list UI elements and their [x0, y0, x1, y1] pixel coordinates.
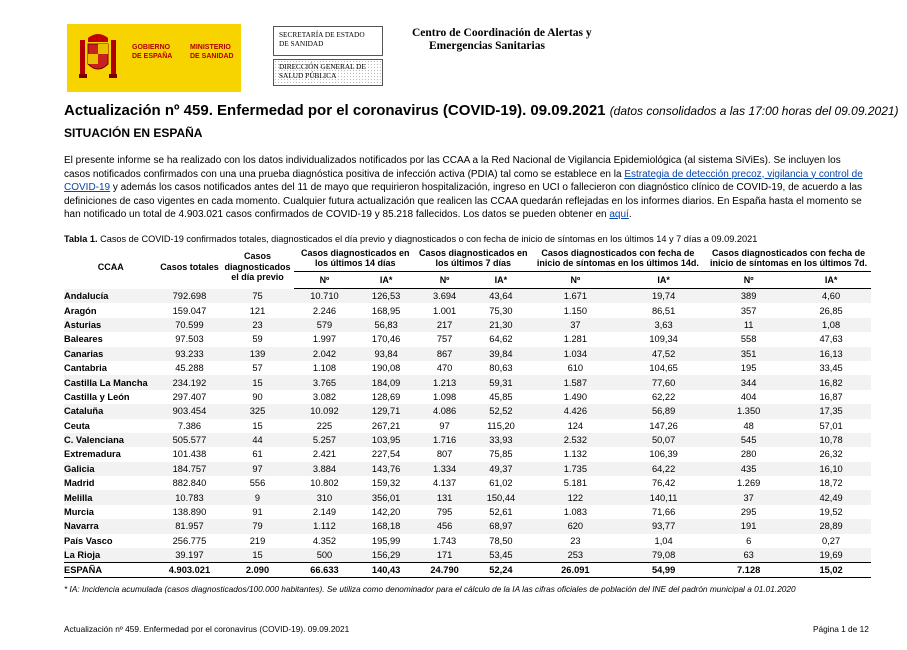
header-prev-day: Casos diagnosticados el día previo — [224, 251, 291, 282]
table-cell: 1.083 — [563, 507, 587, 518]
table-cell: 28,89 — [791, 519, 871, 533]
table-cell: 61,02 — [489, 478, 513, 489]
total-cell: 140,43 — [355, 563, 417, 578]
table-cell: 33,93 — [472, 433, 529, 447]
table-cell: 1.735 — [530, 462, 621, 476]
table-row — [64, 476, 871, 490]
table-cell: 97 — [221, 462, 293, 476]
table-cell: 170,46 — [371, 334, 401, 345]
table-cell: 75,30 — [489, 305, 513, 316]
page-footer: Actualización nº 459. Enfermedad por el coronavirus (COVID-19). 09.09.2021 — [64, 624, 350, 634]
total-cell: 24.790 — [417, 563, 472, 578]
table-cell: 16,10 — [791, 462, 871, 476]
table-cell: 37 — [530, 318, 621, 332]
table-cell: 15 — [221, 548, 293, 563]
total-cell: 66.633 — [294, 563, 356, 578]
table-row — [64, 519, 871, 533]
table-cell: 4.352 — [312, 535, 337, 546]
table-cell: 121 — [249, 305, 266, 316]
region-name: Extremadura — [64, 449, 121, 460]
table-cell: 64,22 — [621, 462, 706, 476]
center-title: Centro de Coordinación de Alertas y Emergencias Sanitarias — [412, 27, 592, 52]
table-cell: 91 — [252, 507, 263, 518]
table-cell: 556 — [249, 478, 266, 489]
table-cell: 1.269 — [737, 478, 761, 489]
table-cell: 56,83 — [355, 318, 417, 332]
table-cell: 76,42 — [651, 478, 676, 489]
header-ccaa: CCAA — [97, 261, 124, 272]
table-cell: 280 — [740, 449, 757, 460]
table-row — [64, 318, 871, 332]
table-cell: 171 — [417, 548, 472, 563]
table-cell: 16,82 — [791, 375, 871, 389]
table-cell: 26,85 — [819, 305, 843, 316]
table-cell: 106,39 — [649, 449, 678, 460]
table-cell: 1,04 — [654, 535, 673, 546]
region-name: Madrid — [64, 478, 95, 489]
table-cell: 97.503 — [175, 334, 204, 345]
table-cell: 1.334 — [417, 462, 472, 476]
table-cell: 610 — [567, 363, 584, 374]
section-heading: SITUACIÓN EN ESPAÑA — [64, 126, 203, 140]
table-cell: 234.192 — [158, 375, 222, 389]
table-cell: 10.783 — [158, 490, 222, 504]
table-cell: 11 — [706, 318, 791, 332]
table-row — [64, 347, 871, 361]
table-cell: 195 — [740, 363, 757, 374]
table-cell: 101.438 — [172, 449, 207, 460]
table-row — [64, 433, 871, 447]
region-name: País Vasco — [64, 535, 113, 546]
table-cell: 53,45 — [472, 548, 529, 563]
table-cell: 79,08 — [621, 548, 706, 563]
table-cell: 3.694 — [417, 289, 472, 304]
table-cell: 39.197 — [158, 548, 222, 563]
region-name: Galicia — [64, 462, 158, 476]
table-cell: 159.047 — [172, 305, 207, 316]
table-cell: 195,99 — [371, 535, 401, 546]
region-name: Castilla La Mancha — [64, 375, 158, 389]
header-ia: IA* — [355, 272, 417, 289]
table-cell: 64,62 — [489, 334, 513, 345]
page-title: Actualización nº 459. Enfermedad por el coronavirus (COVID-19). 09.09.2021 (datos consolidados a las 17:00 horas del 09.09.2021) — [64, 102, 899, 119]
table-cell: 16,13 — [791, 347, 871, 361]
table-cell: 2.042 — [294, 347, 356, 361]
total-cell: 4.903.021 — [158, 563, 222, 578]
header-n: Nº — [417, 272, 472, 289]
table-cell: 344 — [706, 375, 791, 389]
table-cell: 190,08 — [371, 363, 401, 374]
table-cell: 45,85 — [489, 391, 513, 402]
table-cell: 75 — [221, 289, 293, 304]
table-cell: 59,31 — [472, 375, 529, 389]
table-row — [64, 361, 871, 375]
table-row — [64, 303, 871, 317]
table-cell: 404 — [740, 391, 757, 402]
table-row — [64, 289, 871, 304]
table-cell: 217 — [417, 318, 472, 332]
table-cell: 93.233 — [158, 347, 222, 361]
table-cell: 310 — [294, 490, 356, 504]
table-row — [64, 375, 871, 389]
table-cell: 71,66 — [651, 507, 676, 518]
government-label: GOBIERNO DE ESPAÑA — [132, 44, 173, 60]
total-row — [64, 563, 871, 578]
table-cell: 505.577 — [158, 433, 222, 447]
region-name: Asturias — [64, 318, 158, 332]
total-cell: 2.090 — [221, 563, 293, 578]
table-cell: 558 — [740, 334, 757, 345]
table-cell: 109,34 — [649, 334, 678, 345]
table-cell: 104,65 — [649, 363, 678, 374]
table-cell: 147,26 — [649, 420, 678, 431]
table-cell: 79 — [221, 519, 293, 533]
strategy-link[interactable]: Estrategia de detección precoz, vigilancia y control de COVID-19 — [64, 168, 863, 193]
table-cell: 227,54 — [371, 449, 401, 460]
table-cell: 1.281 — [563, 334, 587, 345]
total-cell: 26.091 — [530, 563, 621, 578]
intro-paragraph: El presente informe se ha realizado con los datos individualizados notificados por las CCAA a la Red Nacional de Vigilancia Epidemiológica (al sistema SiViEs). Se incluyen los casos notificados confirmados con una una prueba diagnóstica positiva de infección activa (PDIA) tal como se establece en la Estrategia de detección precoz, vigilancia y control de COVID-19 y además los casos notificados antes del 11 de mayo que requirieron hospitalización, ingreso en UCI o fallecieron con diagnóstico clínico de COVID-19, de acuerdo a las definiciones de caso vigentes en cada momento. Cualquier futura actualización que realicen las CCAA quedarán reflejadas en los informes diarios. En España hasta el momento se han notificado un total de 4.903.021 casos confirmados de COVID-19 y 85.218 fallecidos. Los datos se pueden obtener en aquí. — [64, 155, 863, 220]
table-cell: 9 — [221, 490, 293, 504]
table-caption: Tabla 1. Casos de COVID-19 confirmados totales, diagnosticados el día previo y diagnosticados o con fecha de inicio de síntomas en los últimos 14 y 7 días a 09.09.2021 — [64, 234, 758, 244]
table-cell: 44 — [221, 433, 293, 447]
table-cell: 3.884 — [294, 462, 356, 476]
table-cell: 97 — [439, 420, 450, 431]
table-cell: 19,69 — [791, 548, 871, 563]
table-cell: 297.407 — [172, 391, 207, 402]
table-cell: 1.098 — [432, 391, 457, 402]
table-cell: 21,30 — [472, 318, 529, 332]
table-cell: 4.086 — [417, 404, 472, 418]
table-cell: 129,71 — [355, 404, 417, 418]
table-cell: 143,76 — [355, 462, 417, 476]
directorate-box: DIRECCIÓN GENERAL DE SALUD PÚBLICA — [273, 59, 383, 86]
table-cell: 1.001 — [432, 305, 457, 316]
table-cell: 579 — [294, 318, 356, 332]
total-cell: 15,02 — [791, 563, 871, 578]
table-cell: 52,61 — [489, 507, 513, 518]
table-cell: 48 — [743, 420, 754, 431]
region-name: Murcia — [64, 507, 94, 518]
data-link[interactable]: aquí — [609, 209, 629, 220]
region-name: C. Valenciana — [64, 433, 158, 447]
table-cell: 150,44 — [472, 490, 529, 504]
table-cell: 23 — [221, 318, 293, 332]
table-cell: 1.490 — [563, 391, 587, 402]
table-cell: 159,32 — [371, 478, 401, 489]
region-name: Baleares — [64, 334, 103, 345]
table-cell: 103,95 — [355, 433, 417, 447]
table-cell: 500 — [294, 548, 356, 563]
table-cell: 1.034 — [530, 347, 621, 361]
table-cell: 2.246 — [312, 305, 337, 316]
table-cell: 52,52 — [472, 404, 529, 418]
header-total: Casos totales — [160, 261, 219, 272]
table-cell: 456 — [417, 519, 472, 533]
table-row — [64, 548, 871, 563]
table-cell: 77,60 — [621, 375, 706, 389]
secretariat-box: SECRETARÍA DE ESTADO DE SANIDAD — [273, 26, 383, 56]
table-cell: 191 — [706, 519, 791, 533]
page-number: Página 1 de 12 — [813, 624, 869, 634]
table-footnote: * IA: Incidencia acumulada (casos diagnosticados/100.000 habitantes). Se utiliza como denominador para el cálculo de la IA las cifras oficiales de población del INE del padrón municipal a 01.01.2020 — [64, 584, 796, 594]
table-cell: 18,72 — [819, 478, 843, 489]
table-cell: 225 — [316, 420, 333, 431]
table-cell: 124 — [567, 420, 584, 431]
header-group-14d: Casos diagnosticados en los últimos 14 días — [294, 245, 417, 272]
table-cell: 325 — [221, 404, 293, 418]
table-cell: 1.108 — [312, 363, 337, 374]
header-ia: IA* — [621, 272, 706, 289]
table-cell: 1.112 — [294, 519, 356, 533]
table-cell: 19,74 — [621, 289, 706, 304]
table-cell: 351 — [706, 347, 791, 361]
table-cell: 5.257 — [294, 433, 356, 447]
table-cell: 1.350 — [706, 404, 791, 418]
table-cell: 57 — [252, 363, 263, 374]
region-name: La Rioja — [64, 548, 158, 563]
table-row — [64, 390, 871, 404]
cases-table — [64, 245, 871, 578]
table-cell: 3,63 — [621, 318, 706, 332]
table-cell: 1.150 — [563, 305, 587, 316]
table-cell: 792.698 — [158, 289, 222, 304]
table-row — [64, 419, 871, 433]
header-group-7d: Casos diagnosticados en los últimos 7 días — [417, 245, 530, 272]
table-cell: 128,69 — [371, 391, 401, 402]
table-cell: 10.710 — [294, 289, 356, 304]
table-row — [64, 490, 871, 504]
table-cell: 50,07 — [621, 433, 706, 447]
table-cell: 168,18 — [355, 519, 417, 533]
table-cell: 142,20 — [371, 507, 401, 518]
table-cell: 256.775 — [172, 535, 207, 546]
table-cell: 2.149 — [312, 507, 337, 518]
table-cell: 1.213 — [417, 375, 472, 389]
header-group-sym7d: Casos diagnosticados con fecha de inicio de síntomas en los últimos 7d. — [706, 245, 871, 272]
table-cell: 61 — [252, 449, 263, 460]
table-cell: 19,52 — [819, 507, 843, 518]
table-cell: 1.716 — [417, 433, 472, 447]
table-cell: 1,08 — [791, 318, 871, 332]
table-row — [64, 505, 871, 519]
region-name: Andalucía — [64, 289, 158, 304]
table-cell: 435 — [706, 462, 791, 476]
region-name: Aragón — [64, 305, 97, 316]
table-cell: 3.765 — [294, 375, 356, 389]
table-cell: 184.757 — [158, 462, 222, 476]
table-cell: 138.890 — [172, 507, 207, 518]
table-cell: 168,95 — [371, 305, 401, 316]
total-cell: 52,24 — [472, 563, 529, 578]
table-cell: 126,53 — [355, 289, 417, 304]
table-cell: 4,60 — [791, 289, 871, 304]
table-cell: 3.082 — [312, 391, 337, 402]
table-cell: 10.092 — [294, 404, 356, 418]
table-cell: 140,11 — [621, 490, 706, 504]
table-cell: 2.421 — [312, 449, 337, 460]
table-cell: 0,27 — [822, 535, 841, 546]
table-cell: 356,01 — [355, 490, 417, 504]
table-cell: 37 — [706, 490, 791, 504]
table-cell: 4.137 — [432, 478, 457, 489]
table-cell: 5.181 — [563, 478, 587, 489]
table-cell: 47,52 — [621, 347, 706, 361]
region-name: Ceuta — [64, 420, 90, 431]
region-name: Navarra — [64, 519, 158, 533]
table-cell: 70.599 — [158, 318, 222, 332]
table-cell: 1.997 — [312, 334, 337, 345]
region-name: Melilla — [64, 490, 158, 504]
table-cell: 42,49 — [791, 490, 871, 504]
header-ia: IA* — [472, 272, 529, 289]
table-cell: 219 — [249, 535, 266, 546]
coat-of-arms-icon — [76, 30, 120, 86]
header-n: Nº — [706, 272, 791, 289]
table-cell: 1.132 — [563, 449, 587, 460]
header-n: Nº — [530, 272, 621, 289]
table-cell: 15 — [252, 420, 263, 431]
table-cell: 68,97 — [472, 519, 529, 533]
table-cell: 295 — [740, 507, 757, 518]
table-cell: 122 — [530, 490, 621, 504]
table-cell: 139 — [221, 347, 293, 361]
table-cell: 49,37 — [472, 462, 529, 476]
table-cell: 757 — [436, 334, 453, 345]
table-cell: 78,50 — [489, 535, 513, 546]
table-cell: 7.386 — [177, 420, 202, 431]
table-cell: 1.743 — [432, 535, 457, 546]
table-cell: 93,77 — [621, 519, 706, 533]
table-row — [64, 534, 871, 548]
table-cell: 59 — [252, 334, 263, 345]
table-cell: 57,01 — [819, 420, 843, 431]
table-cell: 90 — [252, 391, 263, 402]
table-row — [64, 462, 871, 476]
ministry-label: MINISTERIO DE SANIDAD — [190, 44, 234, 60]
table-cell: 184,09 — [355, 375, 417, 389]
table-cell: 903.454 — [158, 404, 222, 418]
table-cell: 15 — [221, 375, 293, 389]
table-cell: 156,29 — [355, 548, 417, 563]
table-cell: 75,85 — [489, 449, 513, 460]
total-cell: 7.128 — [706, 563, 791, 578]
table-cell: 33,45 — [819, 363, 843, 374]
table-row — [64, 447, 871, 461]
table-cell: 470 — [436, 363, 453, 374]
table-cell: 17,35 — [791, 404, 871, 418]
table-cell: 56,89 — [621, 404, 706, 418]
table-cell: 4.426 — [530, 404, 621, 418]
table-cell: 357 — [740, 305, 757, 316]
table-cell: 882.840 — [172, 478, 207, 489]
table-row — [64, 332, 871, 346]
table-cell: 86,51 — [651, 305, 676, 316]
table-cell: 253 — [530, 548, 621, 563]
region-name: Cantabria — [64, 363, 107, 374]
table-row — [64, 404, 871, 418]
table-cell: 10.802 — [310, 478, 339, 489]
region-name: Cataluña — [64, 404, 158, 418]
table-cell: 47,63 — [819, 334, 843, 345]
table-cell: 115,20 — [487, 420, 515, 431]
table-cell: 43,64 — [472, 289, 529, 304]
total-cell: 54,99 — [621, 563, 706, 578]
table-cell: 10,78 — [791, 433, 871, 447]
table-cell: 80,63 — [489, 363, 513, 374]
table-cell: 23 — [570, 535, 581, 546]
table-cell: 39,84 — [472, 347, 529, 361]
header-n: Nº — [294, 272, 356, 289]
table-cell: 81.957 — [158, 519, 222, 533]
table-cell: 63 — [706, 548, 791, 563]
table-cell: 6 — [746, 535, 752, 546]
header-group-sym14d: Casos diagnosticados con fecha de inicio de síntomas en los últimos 14d. — [530, 245, 706, 272]
table-cell: 1.671 — [530, 289, 621, 304]
total-cell: ESPAÑA — [64, 563, 158, 578]
table-cell: 620 — [530, 519, 621, 533]
table-cell: 389 — [706, 289, 791, 304]
table-cell: 93,84 — [355, 347, 417, 361]
table-cell: 62,22 — [651, 391, 676, 402]
table-cell: 867 — [417, 347, 472, 361]
table-cell: 545 — [706, 433, 791, 447]
table-cell: 807 — [436, 449, 453, 460]
table-cell: 267,21 — [371, 420, 401, 431]
table-cell: 1.587 — [530, 375, 621, 389]
table-cell: 131 — [417, 490, 472, 504]
header-ia: IA* — [791, 272, 871, 289]
table-cell: 795 — [436, 507, 453, 518]
table-cell: 26,32 — [819, 449, 843, 460]
region-name: Castilla y León — [64, 391, 130, 402]
region-name: Canarias — [64, 347, 158, 361]
table-cell: 16,87 — [819, 391, 843, 402]
table-cell: 45.288 — [175, 363, 204, 374]
table-cell: 2.532 — [530, 433, 621, 447]
